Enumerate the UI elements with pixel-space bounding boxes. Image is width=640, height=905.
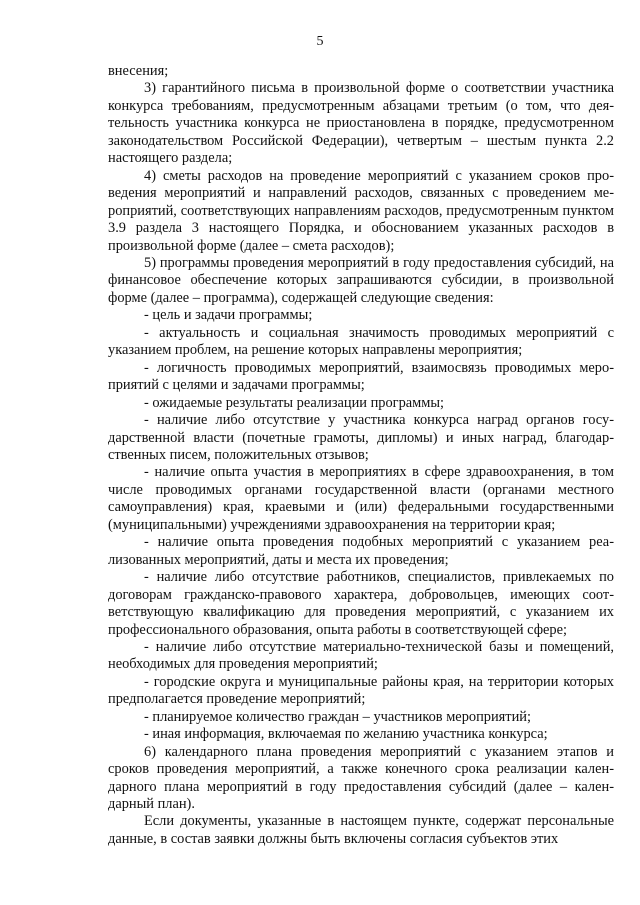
bullet-item: - наличие либо отсутствие работников, специалистов, привлекаемых по договорам гражданско-правового характера, добровольцев, имеющих соответствующую квалификацию для проведения мероприятий, с указанием их профессионального образования, опыта работы в соответствующей сфере; <box>108 569 614 638</box>
paragraph-item-3: 3) гарантийного письма в произвольной форме о соответствии участника конкурса требованиям, предусмотренным абзацами третьим (о том, что деятельность участника конкурса не приостановлена в порядке, предусмотренном законодательством Российской Федерации), четвертым – шестым пункта 2.2 настоящего раздела; <box>108 80 614 167</box>
bullet-item: - логичность проводимых мероприятий, взаимосвязь проводимых мероприятий с целями и задачами программы; <box>108 359 614 394</box>
bullet-item: - наличие либо отсутствие у участника конкурса наград органов государственной власти (почетные грамоты, дипломы) и иных наград, благодарственных писем, положительных отзывов; <box>108 412 614 463</box>
bullet-item: - актуальность и социальная значимость проводимых мероприятий с указанием проблем, на решение которых направлены мероприятия; <box>108 324 614 359</box>
document-body <box>108 63 614 848</box>
bullet-item: - планируемое количество граждан – участников мероприятий; <box>144 708 531 725</box>
paragraph-personal-data: Если документы, указанные в настоящем пункте, содержат персональные данные, в состав заявки должны быть включены согласия субъектов этих <box>108 813 614 847</box>
paragraph-item-6: 6) календарного плана проведения мероприятий с указанием этапов и сроков проведения мероприятий, а также конечного срока реализации календарного плана мероприятий в году предоставления субсидий (далее – календарный план). <box>108 743 614 813</box>
page-number: 5 <box>316 34 324 49</box>
bullet-item: - ожидаемые результаты реализации программы; <box>144 394 445 411</box>
bullet-item: - иная информация, включаемая по желанию участника конкурса; <box>144 726 548 743</box>
paragraph-item-4: 4) сметы расходов на проведение мероприятий с указанием сроков проведения мероприятий и направлений расходов, связанных с проведением мероприятий, соответствующих направлениям расходов, предусмотренным пунктом 3.9 раздела 3 настоящего Порядка, и обоснованием указанных расходов в произвольной форме (далее – смета расходов); <box>108 167 614 254</box>
paragraph-continuation: внесения; <box>108 63 169 79</box>
bullet-item: - наличие либо отсутствие материально-технической базы и помещений, необходимых для проведения мероприятий; <box>108 638 614 673</box>
paragraph-item-5: 5) программы проведения мероприятий в году предоставления субсидий, на финансовое обеспечение которых запрашиваются субсидии, в произвольной форме (далее – программа), содержащей следующие сведения: <box>108 254 614 306</box>
bullet-item: - наличие опыта участия в мероприятиях в сфере здравоохранения, в том числе проводимых органами государственной власти (органами местного самоуправления) края, краевыми и (или) федеральными государственными (муниципальными) учреждениями здравоохранения на территории края; <box>108 464 614 533</box>
bullet-item: - цель и задачи программы; <box>144 307 313 324</box>
bullet-item: - наличие опыта проведения подобных мероприятий с указанием реализованных мероприятий, даты и места их проведения; <box>108 534 614 568</box>
bullet-item: - городские округа и муниципальные районы края, на территории которых предполагается проведение мероприятий; <box>108 673 614 708</box>
